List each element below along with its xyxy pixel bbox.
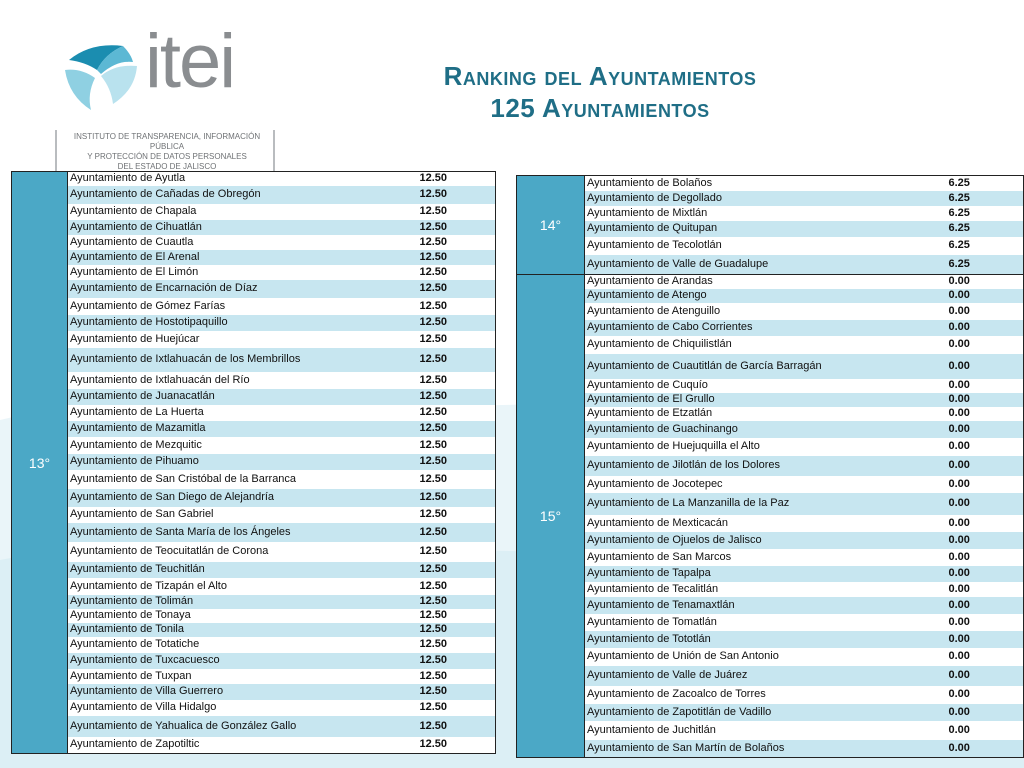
table-row [517,379,1024,393]
municipality-name: Ayuntamiento de Tenamaxtlán [585,597,945,614]
table-row [12,235,496,250]
municipality-name: Ayuntamiento de Huejuquilla el Alto [585,438,945,456]
table-row [12,389,496,405]
table-row [12,250,496,265]
municipality-name: Ayuntamiento de Tolimán [68,595,416,609]
score-value: 12.50 [416,421,496,437]
municipality-name: Ayuntamiento de Villa Hidalgo [68,700,416,716]
municipality-name: Ayuntamiento de Cabo Corrientes [585,320,945,336]
score-value: 12.50 [416,372,496,389]
table-row [12,489,496,507]
table-row [517,421,1024,438]
table-row [12,716,496,737]
score-value: 12.50 [416,405,496,421]
municipality-name: Ayuntamiento de Unión de San Antonio [585,648,945,666]
table-row [517,275,1024,289]
score-value: 12.50 [416,523,496,542]
municipality-name: Ayuntamiento de Mexticacán [585,515,945,532]
table-row [12,315,496,331]
score-value: 0.00 [945,721,1024,740]
score-value: 12.50 [416,220,496,235]
score-value: 12.50 [416,653,496,669]
score-value: 0.00 [945,354,1024,379]
score-value: 0.00 [945,614,1024,631]
score-value: 12.50 [416,250,496,265]
municipality-name: Ayuntamiento de Guachinango [585,421,945,438]
table-row [12,578,496,595]
municipality-name: Ayuntamiento de Valle de Juárez [585,666,945,686]
score-value: 0.00 [945,379,1024,393]
municipality-name: Ayuntamiento de Chiquilistlán [585,336,945,354]
table-row [517,549,1024,566]
municipality-name: Ayuntamiento de Teocuitatlán de Corona [68,542,416,562]
table-row [517,221,1024,237]
table-row [517,597,1024,614]
municipality-name: Ayuntamiento de Arandas [585,275,945,289]
table-row [517,582,1024,597]
table-row [12,669,496,684]
municipality-name: Ayuntamiento de Jocotepec [585,476,945,493]
table-row [517,704,1024,721]
table-row [12,684,496,700]
table-row [517,393,1024,407]
municipality-name: Ayuntamiento de Atenguillo [585,303,945,320]
municipality-name: Ayuntamiento de Ixtlahuacán del Río [68,372,416,389]
table-row [12,623,496,637]
score-value: 6.25 [945,237,1024,255]
table-row [517,614,1024,631]
score-value: 12.50 [416,684,496,700]
table-row [517,456,1024,476]
municipality-name: Ayuntamiento de Etzatlán [585,407,945,421]
table-row [12,609,496,623]
score-value: 0.00 [945,289,1024,303]
table-row [517,206,1024,221]
score-value: 12.50 [416,437,496,454]
logo-wordmark: itei [145,19,235,104]
municipality-name: Ayuntamiento de San Martín de Bolaños [585,740,945,758]
municipality-name: Ayuntamiento de El Arenal [68,250,416,265]
municipality-name: Ayuntamiento de Tomatlán [585,614,945,631]
score-value: 12.50 [416,595,496,609]
score-value: 12.50 [416,737,496,754]
score-value: 0.00 [945,582,1024,597]
table-row [12,298,496,315]
score-value: 12.50 [416,507,496,523]
logo-subtitle-line: INSTITUTO DE TRANSPARENCIA, INFORMACIÓN PÚBLICA [73,132,261,151]
score-value: 12.50 [416,235,496,250]
municipality-name: Ayuntamiento de Cuautitlán de García Barragán [585,354,945,379]
municipality-name: Ayuntamiento de Ixtlahuacán de los Membrillos [68,348,416,372]
table-row [12,372,496,389]
score-value: 0.00 [945,438,1024,456]
score-value: 0.00 [945,597,1024,614]
municipality-name: Ayuntamiento de Chapala [68,204,416,220]
table-row [517,237,1024,255]
municipality-name: Ayuntamiento de Tapalpa [585,566,945,582]
table-row [12,700,496,716]
municipality-name: Ayuntamiento de Ayutla [68,172,416,186]
score-value: 12.50 [416,186,496,204]
title-line-2: 125 Ayuntamientos [490,93,710,123]
score-value: 12.50 [416,716,496,737]
table-row [12,405,496,421]
table-row [12,595,496,609]
table-row [517,666,1024,686]
municipality-name: Ayuntamiento de Totatiche [68,637,416,653]
score-value: 6.25 [945,191,1024,206]
municipality-name: Ayuntamiento de Zacoalco de Torres [585,686,945,704]
table-row [517,740,1024,758]
score-value: 12.50 [416,331,496,348]
table-row [12,280,496,298]
score-value: 0.00 [945,686,1024,704]
score-value: 0.00 [945,275,1024,289]
municipality-name: Ayuntamiento de Yahualica de González Gallo [68,716,416,737]
municipality-name: Ayuntamiento de Villa Guerrero [68,684,416,700]
municipality-name: Ayuntamiento de Tecolotlán [585,237,945,255]
score-value: 0.00 [945,566,1024,582]
table-row [12,437,496,454]
score-value: 0.00 [945,704,1024,721]
score-value: 0.00 [945,407,1024,421]
table-row [517,176,1024,191]
table-row [12,653,496,669]
logo-mark-icon [61,40,141,114]
table-row [517,476,1024,493]
score-value: 12.50 [416,637,496,653]
logo-subtitle-line: Y PROTECCIÓN DE DATOS PERSONALES [87,152,247,161]
table-row [517,648,1024,666]
score-value: 0.00 [945,532,1024,549]
municipality-name: Ayuntamiento de San Diego de Alejandría [68,489,416,507]
score-value: 12.50 [416,265,496,280]
score-value: 12.50 [416,623,496,637]
municipality-name: Ayuntamiento de El Limón [68,265,416,280]
score-value: 6.25 [945,255,1024,275]
municipality-name: Ayuntamiento de Mezquitic [68,437,416,454]
municipality-name: Ayuntamiento de Tuxpan [68,669,416,684]
municipality-name: Ayuntamiento de Teuchitlán [68,562,416,578]
score-value: 6.25 [945,221,1024,237]
table-row [517,320,1024,336]
table-row [12,421,496,437]
score-value: 12.50 [416,489,496,507]
score-value: 12.50 [416,562,496,578]
score-value: 12.50 [416,204,496,220]
table-row [12,348,496,372]
municipality-name: Ayuntamiento de Encarnación de Díaz [68,280,416,298]
score-value: 12.50 [416,578,496,595]
municipality-name: Ayuntamiento de Bolaños [585,176,945,191]
table-row [12,220,496,235]
score-value: 0.00 [945,648,1024,666]
page-title [380,60,820,124]
municipality-name: Ayuntamiento de Mixtlán [585,206,945,221]
score-value: 12.50 [416,470,496,489]
table-row [12,204,496,220]
municipality-name: Ayuntamiento de Juanacatlán [68,389,416,405]
municipality-name: Ayuntamiento de Santa María de los Ángeles [68,523,416,542]
municipality-name: Ayuntamiento de Jilotlán de los Dolores [585,456,945,476]
table-row [12,737,496,754]
score-value: 0.00 [945,476,1024,493]
score-value: 0.00 [945,303,1024,320]
score-value: 12.50 [416,298,496,315]
table-row [12,186,496,204]
logo-subtitle [55,130,275,174]
table-row [12,265,496,280]
table-row [517,493,1024,515]
table-row [517,721,1024,740]
score-value: 12.50 [416,315,496,331]
score-value: 6.25 [945,176,1024,191]
table-row [12,637,496,653]
score-value: 12.50 [416,542,496,562]
rank-cell: 13° [12,172,68,754]
score-value: 0.00 [945,456,1024,476]
municipality-name: Ayuntamiento de Huejúcar [68,331,416,348]
municipality-name: Ayuntamiento de Valle de Guadalupe [585,255,945,275]
score-value: 12.50 [416,280,496,298]
table-row [12,542,496,562]
municipality-name: Ayuntamiento de Tonila [68,623,416,637]
rank-cell: 15° [517,275,585,758]
score-value: 12.50 [416,389,496,405]
score-value: 12.50 [416,172,496,186]
table-row [12,507,496,523]
municipality-name: Ayuntamiento de Hostotipaquillo [68,315,416,331]
municipality-name: Ayuntamiento de La Manzanilla de la Paz [585,493,945,515]
municipality-name: Ayuntamiento de Tecalitlán [585,582,945,597]
score-value: 12.50 [416,609,496,623]
itei-logo [55,19,280,171]
municipality-name: Ayuntamiento de Cihuatlán [68,220,416,235]
table-row [517,631,1024,648]
score-value: 0.00 [945,421,1024,438]
municipality-name: Ayuntamiento de Ojuelos de Jalisco [585,532,945,549]
table-row [517,354,1024,379]
score-value: 12.50 [416,669,496,684]
table-row [517,336,1024,354]
table-row [517,438,1024,456]
score-value: 0.00 [945,493,1024,515]
municipality-name: Ayuntamiento de Cuquío [585,379,945,393]
logo-subtitle-line: DEL ESTADO DE JALISCO [117,162,217,171]
table-row [517,255,1024,275]
score-value: 12.50 [416,348,496,372]
municipality-name: Ayuntamiento de Tototlán [585,631,945,648]
municipality-name: Ayuntamiento de Cañadas de Obregón [68,186,416,204]
municipality-name: Ayuntamiento de San Marcos [585,549,945,566]
ranking-table-right [516,175,1024,758]
table-row [517,566,1024,582]
municipality-name: Ayuntamiento de El Grullo [585,393,945,407]
municipality-name: Ayuntamiento de Tuxcacuesco [68,653,416,669]
score-value: 0.00 [945,549,1024,566]
municipality-name: Ayuntamiento de Tizapán el Alto [68,578,416,595]
score-value: 0.00 [945,515,1024,532]
municipality-name: Ayuntamiento de Zapotitlán de Vadillo [585,704,945,721]
score-value: 0.00 [945,631,1024,648]
score-value: 0.00 [945,666,1024,686]
score-value: 0.00 [945,740,1024,758]
table-row [517,515,1024,532]
table-row [12,454,496,470]
title-line-1: Ranking del Ayuntamientos [443,61,757,91]
municipality-name: Ayuntamiento de Atengo [585,289,945,303]
municipality-name: Ayuntamiento de Zapotiltic [68,737,416,754]
table-row [12,172,496,186]
rank-cell: 14° [517,176,585,275]
table-row [517,191,1024,206]
municipality-name: Ayuntamiento de Mazamitla [68,421,416,437]
municipality-name: Ayuntamiento de La Huerta [68,405,416,421]
municipality-name: Ayuntamiento de Degollado [585,191,945,206]
table-row [517,303,1024,320]
municipality-name: Ayuntamiento de Quitupan [585,221,945,237]
municipality-name: Ayuntamiento de Pihuamo [68,454,416,470]
table-row [12,523,496,542]
municipality-name: Ayuntamiento de San Gabriel [68,507,416,523]
table-row [517,407,1024,421]
table-row [12,470,496,489]
score-value: 12.50 [416,454,496,470]
municipality-name: Ayuntamiento de Juchitlán [585,721,945,740]
municipality-name: Ayuntamiento de Cuautla [68,235,416,250]
score-value: 12.50 [416,700,496,716]
ranking-table-left [11,171,496,754]
score-value: 0.00 [945,336,1024,354]
table-row [517,289,1024,303]
score-value: 6.25 [945,206,1024,221]
table-row [517,532,1024,549]
score-value: 0.00 [945,393,1024,407]
table-row [12,562,496,578]
score-value: 0.00 [945,320,1024,336]
municipality-name: Ayuntamiento de Gómez Farías [68,298,416,315]
table-row [12,331,496,348]
municipality-name: Ayuntamiento de San Cristóbal de la Barranca [68,470,416,489]
table-row [517,686,1024,704]
municipality-name: Ayuntamiento de Tonaya [68,609,416,623]
